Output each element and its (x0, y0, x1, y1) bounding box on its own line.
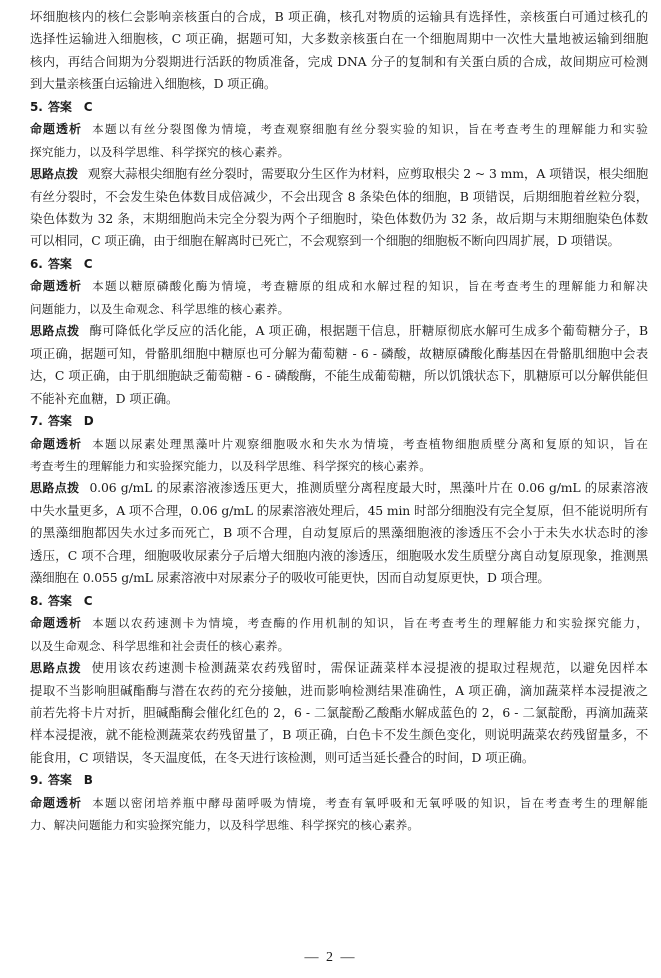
hint-line (30, 368, 648, 384)
hint-line (30, 683, 648, 699)
paragraph-line (30, 9, 648, 25)
analysis-line (30, 301, 648, 317)
hint-line (30, 480, 648, 496)
paragraph-line (30, 54, 648, 70)
answer-value: B (83, 773, 93, 787)
analysis-line (30, 615, 648, 631)
analysis-line (30, 458, 648, 474)
hint-line (30, 211, 648, 227)
analysis-text: 本题以尿素处理黑藻叶片观察细胞吸水和失水为情境，考查植物细胞质壁分离和复原的知识，旨在 (92, 437, 649, 451)
hint-text: 观察大蒜根尖细胞有丝分裂时，需要取分生区作为材料，应剪取根尖 2 ~ 3 mm，A 项错误，根尖细胞 (87, 166, 648, 181)
answer-line (30, 593, 648, 609)
hint-line (30, 525, 648, 541)
hint-text: 项正确，据题可知，骨骼肌细胞中糖原也可分解为葡萄糖 - 6 - 磷酸，故糖原磷酸化酶基因在骨骼肌细胞中会表 (30, 346, 648, 361)
hint-text: 可以相同，C 项正确，由于细胞在解离时已死亡，不会观察到一个细胞的细胞板不断向四周扩展，D 项错误。 (30, 233, 620, 248)
answer-label: 答案 (48, 773, 72, 787)
hint-line (30, 705, 648, 721)
hint-text: 的黑藻细胞都因失水过多而死亡，B 项不合理，自动复原后的黑藻细胞液的渗透压不会小于未失水状态时的渗 (30, 525, 648, 540)
hint-text: 0.06 g/mL 的尿素溶液渗透压更大，推测质壁分离程度最大时，黑藻叶片在 0.06 g/mL 的尿素溶液 (89, 480, 649, 495)
analysis-text: 本题以糖原磷酸化酶为情境，考查糖原的组成和水解过程的知识，旨在考查考生的理解能力和解决 (92, 279, 649, 293)
hint-line (30, 189, 648, 205)
question-number: 7. (30, 414, 43, 428)
answer-label: 答案 (48, 257, 72, 271)
hint-text: 中失水量更多，A 项不合理，0.06 g/mL 的尿素溶液处理后，45 min 时部分细胞没有完全复原，但不能说明所有 (30, 503, 648, 518)
hint-text: 能食用，C 项错误，冬天温度低，在冬天进行该检测，则可适当延长叠合的时间，D 项正确。 (30, 750, 535, 765)
paragraph-text: 坏细胞核内的核仁会影响亲核蛋白的合成，B 项正确，核孔对物质的运输具有选择性，亲核蛋白可通过核孔的 (30, 9, 648, 24)
answer-value: C (83, 594, 93, 608)
hint-text: 藻细胞在 0.055 g/mL 尿素溶液中对尿素分子的吸收可能更快，因而自动复原更快，D 项合理。 (30, 570, 550, 585)
answer-value: C (83, 100, 93, 114)
question-number: 9. (30, 773, 43, 787)
hint-line (30, 750, 648, 766)
hint-text: 达，C 项正确，由于肌细胞缺乏葡萄糖 - 6 - 磷酸酶，不能生成葡萄糖，所以饥饿状态下，肌糖原可以分解供能但 (30, 368, 648, 383)
analysis-text: 探究能力，以及科学思维、科学探究的核心素养。 (30, 145, 290, 159)
answer-value: C (83, 257, 93, 271)
paragraph-line (30, 76, 648, 92)
analysis-text: 本题以农药速测卡为情境，考查酶的作用机制的知识，旨在考查考生的理解能力和实验探究能力， (92, 616, 649, 630)
paragraph-text: 到大量亲核蛋白运输进入细胞核，D 项正确。 (30, 76, 277, 91)
answer-line (30, 99, 648, 115)
hint-label: 思路点拨 (30, 661, 82, 675)
hint-text: 有丝分裂时，不会发生染色体数目成倍减少，不会出现含 8 条染色体的细胞，B 项错误，后期细胞着丝粒分裂， (30, 189, 648, 204)
hint-text: 透压，C 项不合理，细胞吸收尿素分子后增大细胞内液的渗透压，细胞吸水发生质壁分离自动复原现象，推测黑 (30, 548, 648, 563)
answer-label: 答案 (48, 414, 72, 428)
analysis-label: 命题透析 (30, 616, 83, 630)
page-number: — 2 — (304, 950, 357, 965)
hint-label: 思路点拨 (30, 481, 80, 495)
analysis-label: 命题透析 (30, 122, 83, 136)
paragraph-line (30, 31, 648, 47)
hint-text: 酶可降低化学反应的活化能，A 项正确，根据题干信息，肝糖原彻底水解可生成多个葡萄糖分子，B (89, 323, 648, 338)
analysis-line (30, 817, 648, 833)
analysis-line (30, 144, 648, 160)
hint-line (30, 233, 648, 249)
analysis-text: 本题以有丝分裂图像为情境，考查观察细胞有丝分裂实验的知识，旨在考查考生的理解能力和实验 (92, 122, 649, 136)
hint-text: 不能补充血糖，D 项正确。 (30, 391, 179, 406)
question-number: 6. (30, 257, 43, 271)
hint-line (30, 548, 648, 564)
analysis-label: 命题透析 (30, 796, 83, 810)
answer-label: 答案 (48, 100, 72, 114)
analysis-text: 本题以密闭培养瓶中酵母菌呼吸为情境，考查有氧呼吸和无氧呼吸的知识，旨在考查考生的理解能 (92, 796, 649, 810)
answer-line (30, 413, 648, 429)
hint-line (30, 346, 648, 362)
answer-value: D (83, 414, 94, 428)
analysis-text: 以及生命观念、科学思维和社会责任的核心素养。 (30, 639, 290, 653)
hint-text: 染色体数为 32 条，末期细胞尚未完全分裂为两个子细胞时，染色体数仍为 32 条，故后期与末期细胞染色体数 (30, 211, 648, 226)
answer-line (30, 256, 648, 272)
paragraph-text: 核内，再结合间期为分裂期进行活跃的物质准备，完成 DNA 分子的复制和有关蛋白质的合成，故间期应可检测 (30, 54, 648, 69)
question-number: 8. (30, 594, 43, 608)
hint-label: 思路点拨 (30, 324, 80, 338)
answer-label: 答案 (48, 594, 72, 608)
hint-line (30, 166, 648, 182)
analysis-label: 命题透析 (30, 437, 83, 451)
hint-text: 前若先将卡片对折，胆碱酯酶会催化红色的 2，6 - 二氯靛酚乙酸酯水解成蓝色的 2，6 - 二氯靛酚，再滴加蔬菜 (30, 705, 648, 720)
hint-label: 思路点拨 (30, 167, 78, 181)
analysis-line (30, 795, 648, 811)
answer-line (30, 772, 648, 788)
analysis-line (30, 121, 648, 137)
hint-line (30, 570, 648, 586)
analysis-text: 考查考生的理解能力和实验探究能力，以及科学思维、科学探究的核心素养。 (30, 459, 431, 473)
hint-line (30, 660, 648, 676)
hint-line (30, 323, 648, 339)
hint-line (30, 727, 648, 743)
paragraph-text: 选择性运输进入细胞核，C 项正确，据题可知，大多数亲核蛋白在一个细胞周期中一次性大量地被运输到细胞 (30, 31, 648, 46)
hint-line (30, 503, 648, 519)
analysis-line (30, 278, 648, 294)
analysis-text: 问题能力，以及生命观念、科学思维的核心素养。 (30, 302, 290, 316)
analysis-line (30, 638, 648, 654)
analysis-label: 命题透析 (30, 279, 83, 293)
hint-text: 样本浸提液，就不能检测蔬菜农药残留量了，B 项正确，白色卡不发生颜色变化，则说明蔬菜农药残留量多，不 (30, 727, 648, 742)
question-number: 5. (30, 100, 43, 114)
hint-line (30, 391, 648, 407)
hint-text: 提取不当影响胆碱酯酶与潜在农药的充分接触，进而影响检测结果准确性，A 项正确，滴加蔬菜样本浸提液之 (30, 683, 648, 698)
analysis-line (30, 436, 648, 452)
hint-text: 使用该农药速测卡检测蔬菜农药残留时，需保证蔬菜样本浸提液的提取过程规范，以避免因样本 (91, 660, 649, 675)
analysis-text: 力、解决问题能力和实验探究能力，以及科学思维、科学探究的核心素养。 (30, 818, 420, 832)
